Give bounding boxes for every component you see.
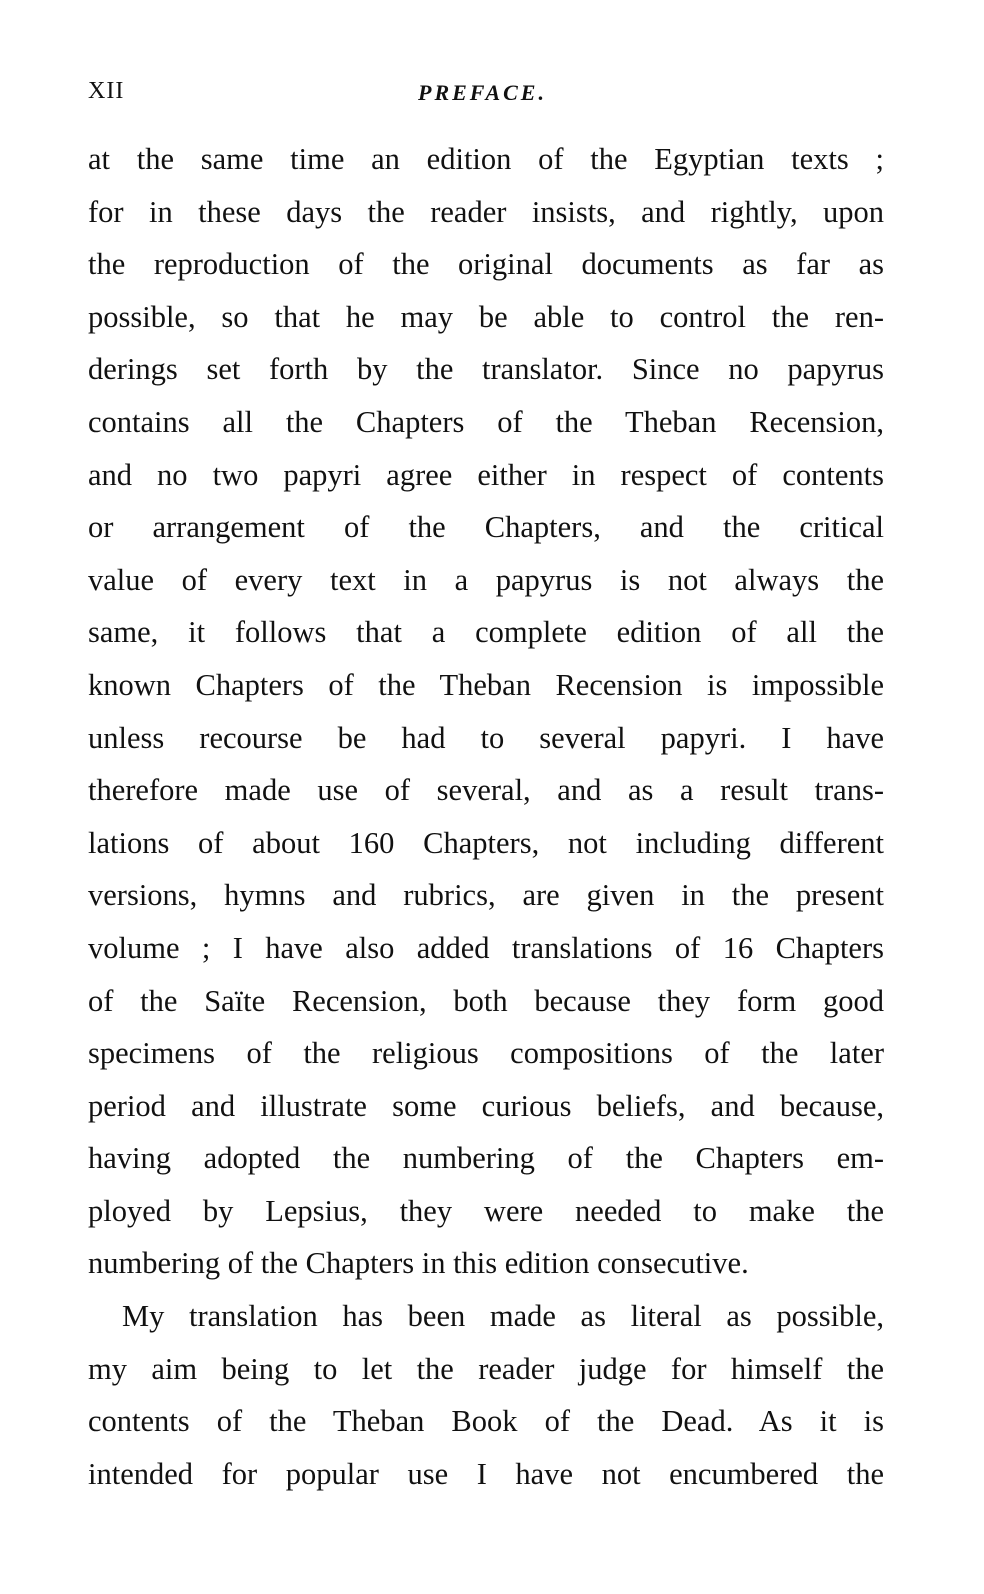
text-line: unless recourse be had to several papyri. I have [88,720,884,755]
text-line: numbering of the Chapters in this edition consecutive. [88,1246,749,1281]
text-line: at the same time an edition of the Egyptian texts ; [88,142,884,176]
text-line: contains all the Chapters of the Theban Recension, [88,404,884,439]
text-line: contents of the Theban Book of the Dead. As it is [88,1404,884,1439]
text-line: having adopted the numbering of the Chapters em- [88,1141,884,1176]
paragraph-2 [88,1290,884,1500]
text-line: same, it follows that a complete edition of all the [88,615,884,650]
body-text [88,133,884,1500]
text-line: volume ; I have also added translations of 16 Chapters [88,930,884,965]
text-line: the reproduction of the original documents as far as [88,247,884,282]
text-line: for in these days the reader insists, and rightly, upon [88,194,884,229]
page-number: XII [88,78,125,104]
text-line: My translation has been made as literal as possible, [122,1299,884,1334]
page-header [88,72,888,112]
text-line: or arrangement of the Chapters, and the critical [88,510,884,545]
text-line: intended for popular use I have not encumbered the [88,1456,884,1491]
text-line: therefore made use of several, and as a result trans- [88,773,884,808]
paragraph-1 [88,133,884,1290]
text-line: and no two papyri agree either in respect of contents [88,457,884,492]
text-line: value of every text in a papyrus is not always the [88,562,884,597]
text-line: lations of about 160 Chapters, not including different [88,825,884,860]
text-line: derings set forth by the translator. Since no papyrus [88,352,884,387]
text-line: my aim being to let the reader judge for himself the [88,1351,884,1386]
text-line: possible, so that he may be able to control the ren- [88,299,884,334]
text-line: versions, hymns and rubrics, are given in the present [88,878,884,913]
running-head: PREFACE. [418,80,547,105]
text-line: specimens of the religious compositions of the later [88,1036,884,1071]
text-line: ployed by Lepsius, they were needed to make the [88,1193,884,1228]
text-line: period and illustrate some curious beliefs, and because, [88,1088,884,1123]
text-line: known Chapters of the Theban Recension is impossible [88,667,884,702]
text-line: of the Saïte Recension, both because they form good [88,983,884,1018]
